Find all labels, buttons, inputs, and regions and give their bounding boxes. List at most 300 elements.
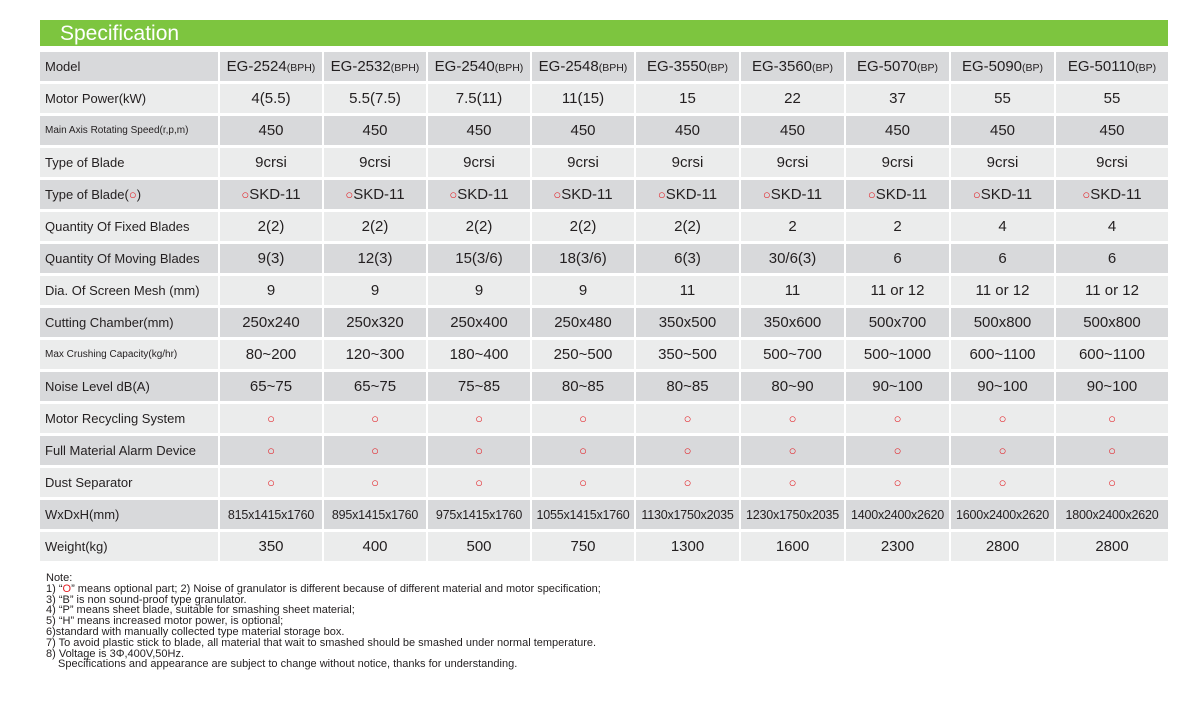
table-cell	[1056, 180, 1168, 209]
note-1-text: ” means optional part; 2) Noise of granulator is different because of different material and motor specification;	[71, 582, 601, 595]
row-label	[40, 84, 220, 113]
cell-value: 250x320	[346, 314, 404, 331]
optional-circle-icon: ○	[579, 411, 587, 426]
cell-value: 350~500	[658, 346, 717, 363]
cell-value: 250~500	[553, 346, 613, 363]
table-cell	[846, 500, 951, 529]
optional-circle-icon: ○	[579, 443, 587, 458]
row-label-text: Quantity Of Fixed Blades	[45, 219, 190, 234]
cell-value: 2300	[880, 538, 915, 555]
notes	[46, 573, 601, 670]
table-cell	[636, 84, 741, 113]
model-suffix: (BP)	[707, 62, 729, 74]
table-cell	[532, 84, 636, 113]
cell-value: 815x1415x1760	[227, 507, 315, 522]
cell-value: 11(15)	[561, 90, 605, 107]
optional-circle-icon: ○	[241, 187, 250, 202]
cell-value: 80~85	[561, 378, 605, 395]
table-cell	[741, 276, 846, 305]
optional-circle-icon: ○	[267, 411, 275, 426]
table-cell	[846, 468, 951, 497]
optional-circle-icon: ○	[371, 443, 379, 458]
cell-value: 1130x1750x2035	[641, 507, 734, 522]
optional-circle-icon: ○	[657, 187, 666, 202]
table-cell	[636, 404, 741, 433]
table-cell	[324, 308, 428, 337]
row-label	[40, 116, 220, 145]
cell-value: 90~100	[977, 378, 1028, 395]
optional-circle-icon: ○	[1108, 411, 1116, 426]
cell-value: 22	[784, 90, 801, 107]
row-label	[40, 180, 220, 209]
table-cell	[951, 180, 1056, 209]
row-label-text: Cutting Chamber(mm)	[45, 315, 174, 330]
optional-circle-icon: ○	[972, 187, 981, 202]
cell-value: 7.5(11)	[455, 90, 503, 107]
cell-value: 600~1100	[1078, 346, 1146, 363]
table-cell	[741, 532, 846, 561]
table-cell	[1056, 244, 1168, 273]
table-cell	[220, 116, 324, 145]
table-cell	[324, 244, 428, 273]
optional-circle-icon: ○	[788, 443, 797, 458]
cell-value: 400	[362, 538, 388, 555]
cell-value: 37	[889, 90, 906, 107]
cell-value: 9	[266, 282, 276, 299]
table-cell	[532, 500, 636, 529]
cell-value: 250x400	[450, 314, 508, 331]
cell-value: 4	[1107, 218, 1117, 235]
table-row	[40, 532, 1168, 561]
table-cell	[741, 180, 846, 209]
optional-circle-icon: ○	[788, 475, 797, 490]
cell-value: 450	[989, 122, 1016, 139]
row-label	[40, 372, 220, 401]
cell-value: 1600x2400x2620	[955, 507, 1050, 522]
model-code: EG-2540	[434, 58, 495, 75]
model-cell	[741, 52, 846, 81]
table-cell	[324, 340, 428, 369]
table-cell	[636, 500, 741, 529]
table-cell	[532, 404, 636, 433]
table-cell	[532, 468, 636, 497]
table-cell	[636, 244, 741, 273]
cell-value: 4(5.5)	[251, 90, 291, 107]
header-row	[40, 52, 1168, 81]
row-label	[40, 532, 220, 561]
model-code: EG-5090	[961, 58, 1023, 75]
table-cell	[636, 212, 741, 241]
table-cell	[846, 116, 951, 145]
table-cell	[1056, 404, 1168, 433]
cell-value: 2800	[985, 538, 1020, 555]
cell-value: 9(3)	[257, 250, 285, 267]
row-label-text: Full Material Alarm Device	[45, 443, 196, 458]
row-label-text: Weight(kg)	[45, 539, 108, 554]
model-suffix: (BPH)	[598, 62, 628, 74]
page-title: Specification	[60, 22, 180, 45]
table-cell	[846, 308, 951, 337]
cell-value: 500x800	[973, 314, 1032, 331]
table-cell	[951, 116, 1056, 145]
table-cell	[324, 84, 428, 113]
table-cell	[324, 532, 428, 561]
cell-value: SKD-11	[875, 186, 928, 203]
cell-value: 9	[474, 282, 484, 299]
cell-value: SKD-11	[1090, 186, 1142, 203]
table-cell	[220, 180, 324, 209]
table-cell	[324, 468, 428, 497]
optional-circle-icon: ○	[788, 411, 797, 426]
table-cell	[846, 532, 951, 561]
cell-value: 450	[674, 122, 701, 139]
table-cell	[428, 436, 532, 465]
cell-value: 500~700	[763, 346, 822, 363]
table-cell	[846, 276, 951, 305]
optional-circle-icon: ○	[449, 187, 458, 202]
table-cell	[1056, 212, 1168, 241]
cell-value: 1400x2400x2620	[850, 507, 945, 522]
optional-circle-icon: ○	[128, 187, 137, 202]
table-cell	[636, 308, 741, 337]
row-label-text: Dust Separator	[45, 475, 133, 490]
table-cell	[428, 276, 532, 305]
cell-value: 5.5(7.5)	[349, 90, 401, 107]
cell-value: 6	[998, 250, 1007, 267]
cell-value: 9crsi	[255, 154, 287, 171]
cell-value: 11	[679, 282, 696, 299]
cell-value: 120~300	[345, 346, 405, 363]
optional-circle-icon: ○	[998, 411, 1007, 426]
row-label-text: Dia. Of Screen Mesh (mm)	[45, 283, 200, 298]
model-code: EG-3560	[751, 58, 813, 75]
cell-value: 450	[570, 122, 596, 139]
row-label	[40, 148, 220, 177]
table-cell	[428, 180, 532, 209]
model-code: EG-2532	[330, 58, 391, 75]
row-label	[40, 308, 220, 337]
model-cell	[532, 52, 636, 81]
table-cell	[951, 212, 1056, 241]
cell-value: 450	[258, 122, 284, 139]
cell-value: 9crsi	[463, 154, 495, 171]
row-label-suffix: )	[136, 187, 142, 202]
row-label-text: Motor Recycling System	[45, 411, 186, 426]
table-cell	[951, 340, 1056, 369]
table-row	[40, 276, 1168, 305]
table-cell	[428, 372, 532, 401]
table-cell	[532, 212, 636, 241]
table-cell	[951, 244, 1056, 273]
cell-value: 65~75	[249, 378, 293, 395]
table-cell	[428, 244, 532, 273]
table-cell	[741, 468, 846, 497]
optional-circle-icon: ○	[371, 411, 379, 426]
optional-circle-icon: ○	[579, 475, 587, 490]
table-cell	[636, 276, 741, 305]
row-label-text: Main Axis Rotating Speed(r,p,m)	[45, 125, 189, 136]
optional-circle-icon: ○	[267, 443, 275, 458]
table-cell	[1056, 84, 1168, 113]
cell-value: 6	[893, 250, 902, 267]
note-6: 6)standard with manually collected type material storage box.	[46, 625, 345, 638]
cell-value: 1600	[775, 538, 810, 555]
table-cell	[324, 180, 428, 209]
optional-circle-icon: ○	[893, 475, 902, 490]
cell-value: 9crsi	[881, 154, 914, 171]
cell-value: SKD-11	[249, 186, 301, 203]
table-cell	[1056, 468, 1168, 497]
cell-value: 9crsi	[1096, 154, 1128, 171]
row-label	[40, 500, 220, 529]
table-cell	[532, 116, 636, 145]
table-cell	[428, 84, 532, 113]
cell-value: 11	[784, 282, 801, 299]
model-cell	[220, 52, 324, 81]
table-row	[40, 372, 1168, 401]
table-cell	[846, 404, 951, 433]
cell-value: 9crsi	[776, 154, 809, 171]
cell-value: 2(2)	[361, 218, 389, 235]
table-cell	[951, 308, 1056, 337]
cell-value: 11 or 12	[1085, 282, 1139, 299]
table-cell	[636, 436, 741, 465]
model-suffix: (BP)	[1135, 62, 1157, 74]
cell-value: 500x800	[1083, 314, 1141, 331]
cell-value: 250x480	[554, 314, 612, 331]
note-7: 7) To avoid plastic stick to blade, all material that wait to smashed should be smashed under normal temperature.	[46, 636, 597, 649]
cell-value: 2(2)	[465, 218, 493, 235]
cell-value: 500~1000	[863, 346, 932, 363]
table-cell	[636, 372, 741, 401]
cell-value: 2800	[1095, 538, 1129, 555]
optional-circle-icon: ○	[475, 411, 483, 426]
note-1-prefix: 1) “	[46, 582, 63, 595]
cell-value: 80~200	[245, 346, 297, 363]
model-cell	[1056, 52, 1168, 81]
row-label	[40, 244, 220, 273]
table-cell	[846, 436, 951, 465]
cell-value: 450	[466, 122, 492, 139]
table-cell	[951, 500, 1056, 529]
optional-circle-icon: ○	[475, 443, 483, 458]
table-cell	[532, 340, 636, 369]
table-cell	[1056, 436, 1168, 465]
cell-value: 4	[998, 218, 1007, 235]
cell-value: SKD-11	[770, 186, 823, 203]
cell-value: 1300	[670, 538, 705, 555]
header-label: Model	[40, 52, 220, 81]
cell-value: 90~100	[1086, 378, 1138, 395]
row-label-text: Noise Level dB(A)	[45, 379, 150, 394]
cell-value: 90~100	[872, 378, 923, 395]
model-suffix: (BP)	[917, 62, 939, 74]
note-heading: Note:	[46, 572, 73, 584]
table-row	[40, 84, 1168, 113]
table-cell	[951, 404, 1056, 433]
cell-value: 250x240	[242, 314, 300, 331]
optional-circle-icon: ○	[683, 411, 692, 426]
cell-value: 6(3)	[674, 250, 701, 267]
model-code: EG-3550	[646, 58, 708, 75]
model-cell	[428, 52, 532, 81]
table-cell	[741, 308, 846, 337]
table-cell	[220, 340, 324, 369]
cell-value: 80~90	[771, 378, 814, 395]
table-cell	[532, 436, 636, 465]
row-label	[40, 276, 220, 305]
cell-value: 2	[788, 218, 797, 235]
cell-value: 9	[578, 282, 588, 299]
table-cell	[324, 436, 428, 465]
optional-circle-icon: ○	[893, 411, 902, 426]
cell-value: 895x1415x1760	[331, 507, 419, 522]
table-cell	[636, 532, 741, 561]
table-cell	[846, 180, 951, 209]
cell-value: 350x600	[763, 314, 822, 331]
cell-value: 1800x2400x2620	[1065, 507, 1159, 522]
model-suffix: (BP)	[812, 62, 834, 74]
optional-circle-icon: ○	[998, 443, 1007, 458]
table-cell	[532, 180, 636, 209]
table-row	[40, 212, 1168, 241]
optional-circle-icon: ○	[893, 443, 902, 458]
row-label	[40, 404, 220, 433]
table-cell	[741, 244, 846, 273]
row-label-text: Quantity Of Moving Blades	[45, 251, 200, 266]
table-cell	[741, 404, 846, 433]
table-cell	[846, 244, 951, 273]
table-cell	[741, 148, 846, 177]
row-label	[40, 212, 220, 241]
optional-circle-icon: ○	[1108, 443, 1116, 458]
model-cell	[324, 52, 428, 81]
table-cell	[428, 500, 532, 529]
table-cell	[324, 116, 428, 145]
table-row	[40, 180, 1168, 209]
model-cell	[636, 52, 741, 81]
cell-value: 2(2)	[674, 218, 701, 235]
cell-value: SKD-11	[665, 186, 718, 203]
note-1	[46, 584, 601, 595]
table-cell	[741, 500, 846, 529]
optional-circle-icon: ○	[1082, 187, 1091, 202]
cell-value: 450	[362, 122, 388, 139]
table-cell	[636, 340, 741, 369]
optional-circle-icon: ○	[867, 187, 876, 202]
row-label-text: Type of Blade	[45, 155, 125, 170]
row-label	[40, 436, 220, 465]
table-cell	[846, 340, 951, 369]
cell-value: 2(2)	[569, 218, 597, 235]
table-cell	[1056, 276, 1168, 305]
cell-value: 2(2)	[257, 218, 285, 235]
model-suffix: (BP)	[1022, 62, 1044, 74]
row-label	[40, 340, 220, 369]
table-cell	[846, 84, 951, 113]
table-row	[40, 468, 1168, 497]
table-cell	[951, 436, 1056, 465]
cell-value: SKD-11	[980, 186, 1033, 203]
cell-value: 9crsi	[359, 154, 391, 171]
cell-value: 55	[994, 90, 1011, 107]
table-cell	[324, 404, 428, 433]
cell-value: 500	[466, 538, 492, 555]
table-cell	[741, 116, 846, 145]
table-row	[40, 340, 1168, 369]
table-cell	[220, 212, 324, 241]
table-cell	[636, 148, 741, 177]
cell-value: 1055x1415x1760	[536, 507, 630, 522]
table-cell	[1056, 500, 1168, 529]
table-cell	[220, 372, 324, 401]
cell-value: 80~85	[666, 378, 709, 395]
table-cell	[741, 84, 846, 113]
cell-value: 15(3/6)	[455, 250, 503, 267]
row-label	[40, 468, 220, 497]
table-cell	[324, 276, 428, 305]
table-cell	[846, 148, 951, 177]
optional-circle-icon: ○	[371, 475, 379, 490]
table-cell	[1056, 340, 1168, 369]
table-cell	[532, 372, 636, 401]
cell-value: 9	[370, 282, 380, 299]
note-8: 8) Voltage is 3Φ,400V,50Hz.	[46, 647, 185, 660]
table-cell	[1056, 116, 1168, 145]
optional-circle-icon: ○	[267, 475, 275, 490]
table-row	[40, 308, 1168, 337]
table-cell	[846, 212, 951, 241]
table-cell	[220, 404, 324, 433]
cell-value: 500x700	[868, 314, 927, 331]
model-suffix: (BPH)	[286, 62, 316, 74]
table-cell	[220, 532, 324, 561]
note-5: 5) “H” means increased motor power, is optional;	[46, 615, 284, 628]
table-cell	[636, 468, 741, 497]
table-cell	[220, 468, 324, 497]
table-row	[40, 404, 1168, 433]
table-row	[40, 148, 1168, 177]
row-label-text: Type of Blade(	[45, 187, 129, 202]
table-cell	[741, 212, 846, 241]
note-4: 4) “P” means sheet blade, suitable for smashing sheet material;	[46, 604, 355, 617]
optional-circle-icon: ○	[345, 187, 354, 202]
cell-value: 11 or 12	[975, 282, 1030, 299]
table-cell	[428, 404, 532, 433]
optional-circle-icon: ○	[475, 475, 483, 490]
table-cell	[428, 340, 532, 369]
model-cell	[951, 52, 1056, 81]
table-cell	[1056, 532, 1168, 561]
table-cell	[324, 148, 428, 177]
optional-circle-icon: ○	[683, 475, 692, 490]
optional-circle-icon: ○	[762, 187, 771, 202]
cell-value: SKD-11	[457, 186, 509, 203]
optional-circle-icon: ○	[1108, 475, 1116, 490]
optional-symbol: O	[62, 582, 72, 595]
cell-value: 9crsi	[986, 154, 1019, 171]
table-cell	[324, 372, 428, 401]
table-cell	[846, 372, 951, 401]
cell-value: SKD-11	[353, 186, 405, 203]
table-cell	[220, 148, 324, 177]
model-suffix: (BPH)	[494, 62, 524, 74]
table-cell	[636, 116, 741, 145]
cell-value: 350	[258, 538, 284, 555]
table-cell	[428, 308, 532, 337]
table-cell	[951, 532, 1056, 561]
model-cell	[846, 52, 951, 81]
